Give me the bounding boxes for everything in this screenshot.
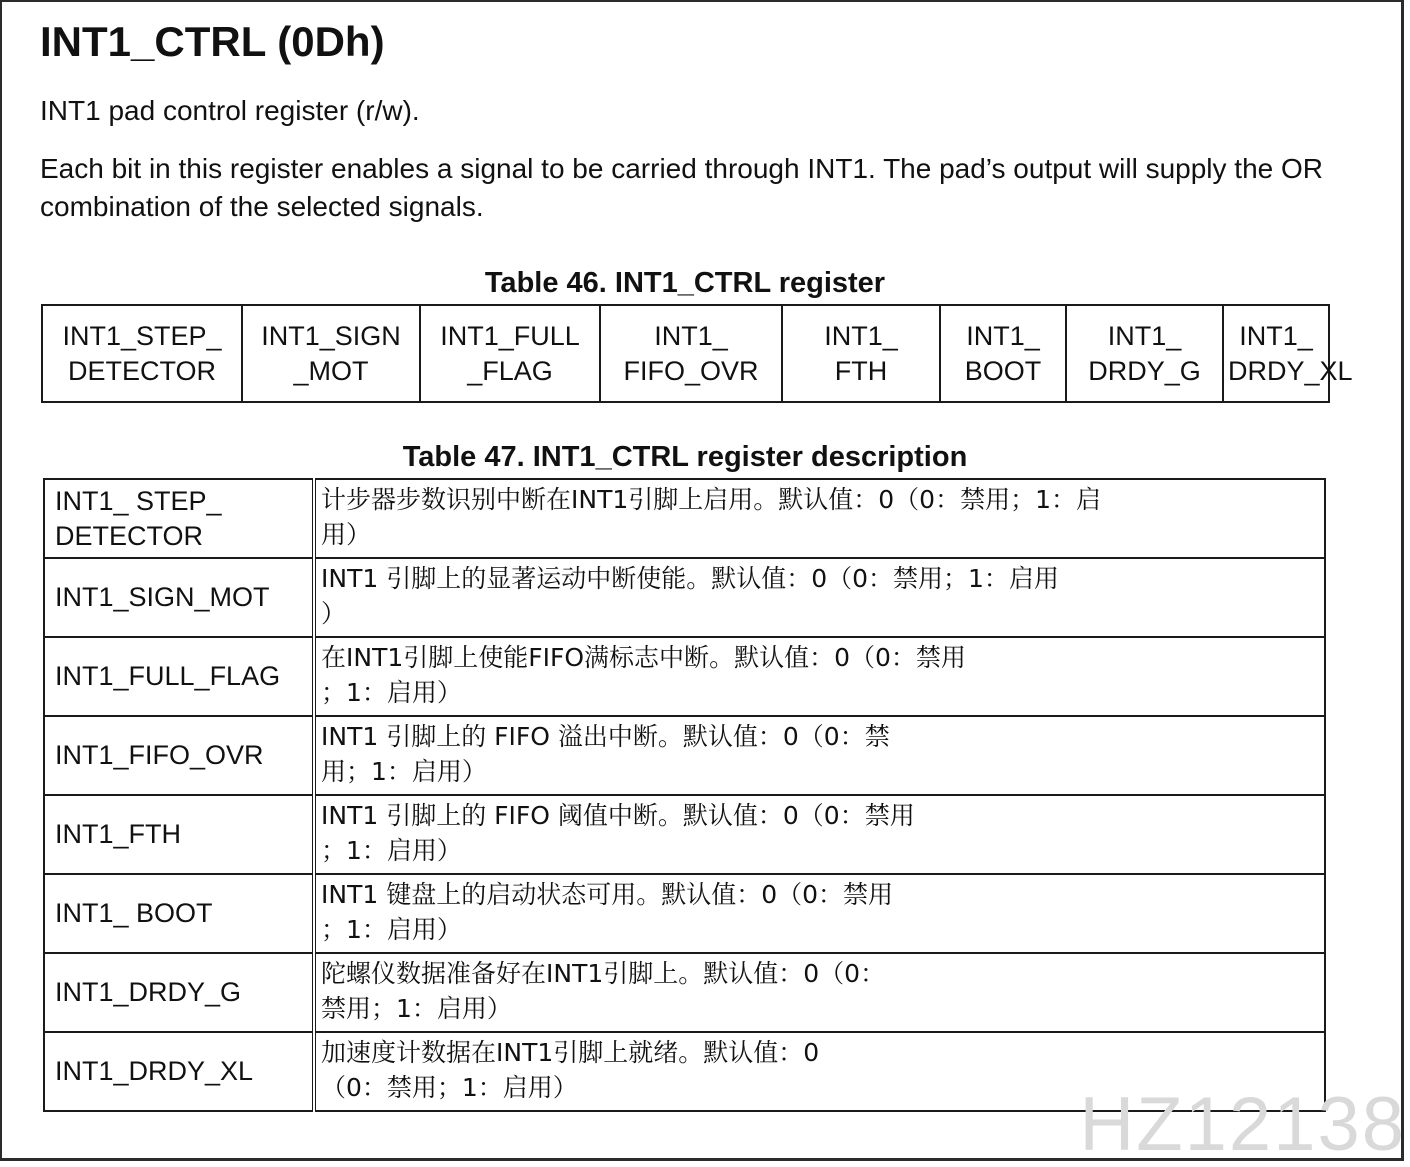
bit-cell: INT1_ BOOT [940,305,1066,402]
table-row [44,479,1325,558]
register-description: Each bit in this register enables a signal to be carried through INT1. The pad’s output will supply the OR combination of the selected signals. [40,153,1324,222]
register-bit-table [41,304,1353,403]
bit-description-cell: 陀螺仪数据准备好在INT1引脚上。默认值：0（0： 禁用；1：启用） [314,953,1325,1032]
table-row [44,953,1325,1032]
bit-name-cell: INT1_FULL_FLAG [44,637,314,716]
register-bit-row [42,305,1329,402]
bit-description-cell: INT1 引脚上的 FIFO 阈值中断。默认值：0（0：禁用 ；1：启用） [314,795,1325,874]
bit-name-cell: INT1_FTH [44,795,314,874]
table-row [44,795,1325,874]
bit-description-cell: 在INT1引脚上使能FIFO满标志中断。默认值：0（0：禁用 ；1：启用） [314,637,1325,716]
table-row [44,558,1325,637]
table-46-caption: Table 46. INT1_CTRL register [484,267,886,299]
table-row [44,874,1325,953]
bit-name-cell: INT1_ STEP_ DETECTOR [44,479,314,558]
bit-cell: INT1_ FTH [782,305,940,402]
bit-cell: INT1_STEP_ DETECTOR [42,305,242,402]
table-47-caption: Table 47. INT1_CTRL register description [402,441,968,473]
bit-cell: INT1_ FIFO_OVR [600,305,782,402]
bit-cell: INT1_SIGN _MOT [242,305,420,402]
bit-name-cell: INT1_ BOOT [44,874,314,953]
bit-description-cell: INT1 引脚上的 FIFO 溢出中断。默认值：0（0：禁 用；1：启用） [314,716,1325,795]
bit-description-cell: INT1 键盘上的启动状态可用。默认值：0（0：禁用 ；1：启用） [314,874,1325,953]
bit-name-cell: INT1_SIGN_MOT [44,558,314,637]
bit-cell: INT1_ DRDY_G [1066,305,1223,402]
watermark: HZ12138 [1079,1082,1406,1167]
bit-cell: INT1_ DRDY_XL [1223,305,1329,402]
bit-name-cell: INT1_DRDY_G [44,953,314,1032]
bit-description-cell: 计步器步数识别中断在INT1引脚上启用。默认值：0（0：禁用；1：启 用） [314,479,1325,558]
bit-name-cell: INT1_DRDY_XL [44,1032,314,1111]
page-title: INT1_CTRL (0Dh) [40,18,385,65]
bit-name-cell: INT1_FIFO_OVR [44,716,314,795]
bit-cell: INT1_FULL _FLAG [420,305,600,402]
table-row [44,716,1325,795]
register-description-table [43,478,1326,1112]
bit-description-cell: 加速度计数据在INT1引脚上就绪。默认值：0 （0：禁用；1：启用） [314,1032,1325,1111]
table-row [44,637,1325,716]
register-subtitle: INT1 pad control register (r/w). [40,95,420,126]
bit-description-cell: INT1 引脚上的显著运动中断使能。默认值：0（0：禁用；1：启用 ） [314,558,1325,637]
